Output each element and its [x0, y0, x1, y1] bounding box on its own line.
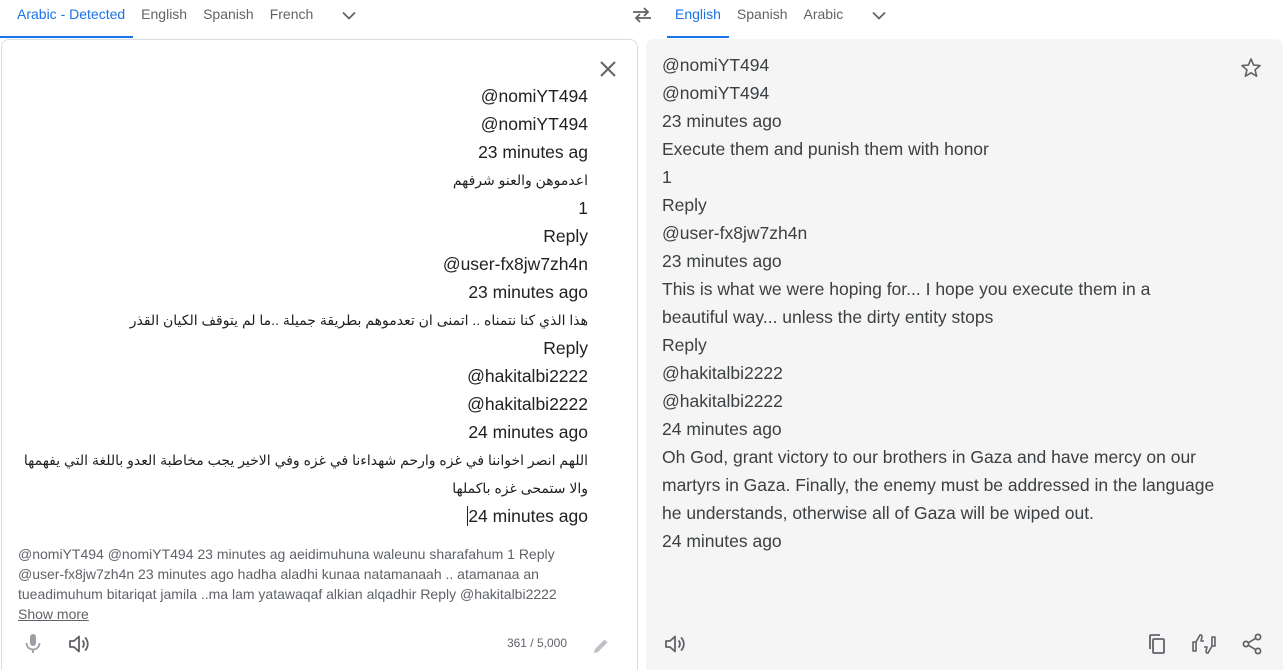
source-lang-tab-detected[interactable]: Arabic - Detected	[0, 0, 133, 38]
translation-line: @user-fx8jw7zh4n	[662, 223, 808, 243]
translation-line: @hakitalbi2222	[662, 391, 783, 411]
target-lang-tab-english[interactable]: English	[667, 0, 729, 38]
source-line: 24 minutes ago	[468, 506, 588, 526]
source-line: @user-fx8jw7zh4n	[442, 254, 588, 274]
source-textarea[interactable]	[18, 82, 588, 530]
feedback-icon	[1191, 632, 1217, 656]
source-footer	[2, 624, 637, 670]
source-line: 1	[578, 198, 588, 218]
show-more-link[interactable]: Show more	[18, 606, 89, 622]
source-line: @hakitalbi2222	[467, 366, 588, 386]
source-line: @nomiYT494	[480, 86, 588, 106]
target-language-bar	[667, 0, 1283, 38]
swap-languages-button[interactable]	[628, 4, 656, 26]
rate-translation-button[interactable]	[1191, 632, 1217, 656]
translation-line: martyrs in Gaza. Finally, the enemy must be addressed in the language	[662, 475, 1215, 495]
target-more-languages-button[interactable]	[865, 0, 893, 30]
mic-icon	[21, 632, 45, 656]
translation-line: he understands, otherwise all of Gaza will be wiped out.	[662, 503, 1094, 523]
pencil-icon	[592, 637, 610, 655]
translation-line: @nomiYT494	[662, 55, 770, 75]
character-count: 361 / 5,000	[506, 636, 567, 650]
translation-line: Reply	[662, 335, 707, 355]
source-more-languages-button[interactable]	[335, 0, 363, 30]
source-lang-tab-spanish[interactable]: Spanish	[203, 6, 254, 22]
source-lang-tab-french[interactable]: French	[269, 6, 314, 22]
save-translation-button[interactable]	[1239, 56, 1263, 80]
translation-line: Execute them and punish them with honor	[662, 139, 989, 159]
translation-line: Oh God, grant victory to our brothers in Gaza and have mercy on our	[662, 447, 1197, 467]
handwriting-button[interactable]	[592, 637, 610, 655]
source-line: اعدموهن والعنو شرفهم	[452, 172, 588, 188]
clear-source-button[interactable]	[597, 58, 619, 80]
volume-icon	[67, 632, 91, 656]
source-line: @hakitalbi2222	[467, 394, 588, 414]
source-lang-tab-english[interactable]: English	[141, 6, 188, 22]
share-translation-button[interactable]	[1240, 632, 1264, 656]
source-line: 24 minutes ago	[468, 422, 588, 442]
source-line: Reply	[543, 338, 588, 358]
source-line: Reply	[543, 226, 588, 246]
chevron-down-icon	[872, 11, 886, 20]
translation-line: This is what we were hoping for... I hope you execute them in a	[662, 279, 1151, 299]
source-text-panel[interactable]	[1, 39, 638, 670]
translation-line: 1	[662, 167, 672, 187]
close-icon	[600, 61, 616, 77]
copy-icon	[1145, 632, 1169, 656]
chevron-down-icon	[342, 11, 356, 20]
source-language-bar	[0, 0, 638, 38]
translation-line: @nomiYT494	[662, 83, 770, 103]
translation-line: beautiful way... unless the dirty entity stops	[662, 307, 994, 327]
translation-panel	[646, 39, 1283, 670]
copy-translation-button[interactable]	[1145, 632, 1169, 656]
source-line: @nomiYT494	[480, 114, 588, 134]
target-lang-tab-arabic[interactable]: Arabic	[803, 6, 844, 22]
listen-translation-button[interactable]	[663, 632, 687, 656]
transliteration-text: @nomiYT494 @nomiYT494 23 minutes ag aeidimuhuna waleunu sharafahum 1 Reply @user-fx8jw7zh4n 23 minutes ago hadha aladhi kunaa natamanaah .. atamanaa an tueadimuhum bitariqat jamila ..ma lam yatawaqaf alkian alqadhir Reply @hakitalbi2222	[18, 546, 557, 602]
share-icon	[1240, 632, 1264, 656]
source-line: هذا الذي كنا نتمناه .. اتمنى ان تعدموهم بطريقة جميلة ..ما لم يتوقف الكيان القذر	[129, 312, 588, 328]
voice-input-button[interactable]	[21, 632, 45, 656]
source-line: 23 minutes ag	[478, 142, 588, 162]
translation-line: Reply	[662, 195, 707, 215]
translation-output	[662, 51, 1222, 555]
translation-footer	[646, 624, 1283, 670]
translation-line: @hakitalbi2222	[662, 363, 783, 383]
swap-horiz-icon	[632, 7, 652, 23]
target-lang-tab-spanish[interactable]: Spanish	[736, 6, 788, 22]
translation-line: 24 minutes ago	[662, 419, 782, 439]
source-line: اللهم انصر اخواننا في غزه وارحم شهداءنا في غزه وفي الاخير يجب مخاطبة العدو باللغة التي يفهمها والا ستمحى غزه باكملها	[23, 452, 588, 496]
transliteration	[18, 544, 578, 624]
volume-icon	[663, 632, 687, 656]
source-line-last	[18, 502, 588, 530]
translation-line: 24 minutes ago	[662, 531, 782, 551]
translation-line: 23 minutes ago	[662, 251, 782, 271]
star-outline-icon	[1239, 56, 1263, 80]
source-line: 23 minutes ago	[468, 282, 588, 302]
translation-line: 23 minutes ago	[662, 111, 782, 131]
listen-source-button[interactable]	[67, 632, 91, 656]
